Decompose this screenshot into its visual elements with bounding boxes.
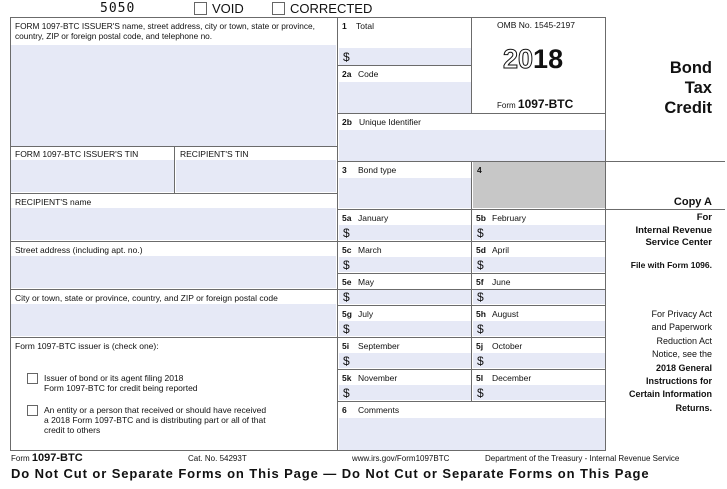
issuer-type-option1-label: Issuer of bond or its agent filing 2018 Form 1097-BTC for credit being reported	[44, 373, 198, 393]
issuer-type-label: Form 1097-BTC issuer is (check one):	[15, 341, 159, 351]
box5e-field[interactable]	[339, 289, 471, 304]
issuer-label: FORM 1097-BTC ISSUER'S name, street address, city or town, state or province, country, ZIP or foreign postal code, and telephone no.	[15, 21, 315, 41]
divider-col-mid-lower	[471, 161, 472, 402]
box3-label: Bond type	[358, 165, 397, 175]
divider-col-left	[337, 17, 338, 451]
box5k-number: 5k	[342, 373, 352, 383]
box5a-dollar-sign: $	[343, 226, 350, 240]
box5b-label: February	[492, 213, 527, 223]
corrected-label: CORRECTED	[290, 1, 373, 16]
box5b-number: 5b	[476, 213, 486, 223]
box5b-field[interactable]	[473, 225, 605, 240]
box5l-field[interactable]	[473, 385, 605, 400]
box2b-label: Unique Identifier	[359, 117, 421, 127]
box5d-label: April	[492, 245, 510, 255]
issuer-type-option2-checkbox[interactable]	[27, 405, 38, 416]
box5l-number: 5l	[476, 373, 484, 383]
issuer-type-option2-label: An entity or a person that received or should have received a 2018 Form 1097-BTC and is distributing part or all of that credit to others	[44, 405, 267, 435]
hline-box2a	[337, 113, 606, 114]
issuer-type-option1-checkbox[interactable]	[27, 373, 38, 384]
box5j-number: 5j	[476, 341, 484, 351]
outer-top	[10, 17, 606, 18]
footer-department: Department of the Treasury - Internal Revenue Service	[485, 454, 680, 463]
form-title: Bond Tax Credit	[664, 59, 712, 117]
street-label: Street address (including apt. no.)	[15, 245, 143, 255]
box5k-dollar-sign: $	[343, 386, 350, 400]
header-form-name: Form 1097-BTC	[497, 97, 574, 111]
box3-field[interactable]	[339, 178, 471, 208]
box6-number: 6	[342, 405, 347, 415]
box5l-label: December	[492, 373, 532, 383]
box5j-field[interactable]	[473, 353, 605, 368]
box2a-number: 2a	[342, 69, 352, 79]
outer-bottom	[10, 450, 606, 451]
footer-url[interactable]: www.irs.gov/Form1097BTC	[352, 454, 450, 463]
hline-box6	[337, 401, 606, 402]
box5f-field[interactable]	[473, 289, 605, 304]
privacy-note: For Privacy Act and Paperwork Reduction Act Notice, see the 2018 General Instructions for Certain Information Returns.	[628, 309, 712, 413]
footer-form-name: Form 1097-BTC	[11, 452, 83, 464]
box5f-label: June	[492, 277, 511, 287]
outer-left	[10, 17, 11, 451]
box4-shaded	[473, 162, 605, 208]
issuer-tin-label: FORM 1097-BTC ISSUER'S TIN	[15, 149, 139, 159]
divider-tin	[174, 146, 175, 193]
hline-left-issuer	[10, 146, 338, 147]
box2b-number: 2b	[342, 117, 352, 127]
box5g-dollar-sign: $	[343, 322, 350, 336]
box5e-label: May	[358, 277, 375, 287]
box5c-label: March	[358, 245, 382, 255]
box5h-field[interactable]	[473, 321, 605, 336]
tax-year-outline: 20	[503, 44, 534, 74]
box2a-label: Code	[358, 69, 379, 79]
hline-box3	[337, 209, 725, 210]
box1-label: Total	[356, 21, 374, 31]
box6-field[interactable]	[339, 418, 605, 450]
box5j-label: October	[492, 341, 523, 351]
box5f-dollar-sign: $	[477, 290, 484, 304]
box5g-number: 5g	[342, 309, 352, 319]
hline-tin	[10, 193, 338, 194]
box6-label: Comments	[358, 405, 400, 415]
void-label: VOID	[212, 1, 244, 16]
city-label: City or town, state or province, country, and ZIP or foreign postal code	[15, 293, 278, 303]
box5j-dollar-sign: $	[477, 354, 484, 368]
box5b-dollar-sign: $	[477, 226, 484, 240]
box4-number: 4	[477, 165, 482, 175]
box5e-number: 5e	[342, 277, 352, 287]
hline-months-row-2	[337, 273, 606, 274]
box2b-field[interactable]	[339, 130, 605, 161]
omb-number: OMB No. 1545-2197	[497, 20, 575, 30]
box5g-field[interactable]	[339, 321, 471, 336]
box1-dollar-sign: $	[343, 50, 350, 64]
box5h-number: 5h	[476, 309, 486, 319]
footer-cat-number: Cat. No. 54293T	[188, 454, 247, 463]
box5h-label: August	[492, 309, 519, 319]
box5c-field[interactable]	[339, 257, 471, 272]
city-field[interactable]	[11, 304, 336, 336]
box5d-dollar-sign: $	[477, 258, 484, 272]
hline-city	[10, 337, 606, 338]
recipient-name-field[interactable]	[11, 208, 336, 240]
copy-designation: Copy A	[673, 196, 712, 208]
recipient-name-label: RECIPIENT'S name	[15, 197, 92, 207]
form-code: 5050	[100, 1, 136, 16]
box5i-dollar-sign: $	[343, 354, 350, 368]
hline-box1	[337, 65, 472, 66]
box5f-number: 5f	[476, 277, 484, 287]
box5a-label: January	[358, 213, 389, 223]
box5i-field[interactable]	[339, 353, 471, 368]
hline-months-row-3	[337, 305, 606, 306]
hline-box2b	[337, 161, 725, 162]
box5a-field[interactable]	[339, 225, 471, 240]
box5d-number: 5d	[476, 245, 486, 255]
corrected-checkbox[interactable]	[272, 2, 285, 15]
box1-number: 1	[342, 21, 347, 31]
issuer-field[interactable]	[11, 45, 336, 146]
void-checkbox[interactable]	[194, 2, 207, 15]
issuer-tin-field[interactable]	[11, 160, 174, 192]
box5k-field[interactable]	[339, 385, 471, 400]
box5i-label: September	[358, 341, 400, 351]
copy-recipient: For Internal Revenue Service Center	[635, 212, 712, 248]
file-with-note: File with Form 1096.	[630, 260, 712, 270]
hline-street	[10, 289, 606, 290]
street-field[interactable]	[11, 256, 336, 288]
do-not-cut-warning: Do Not Cut or Separate Forms on This Page — Do Not Cut or Separate Forms on This Page	[11, 466, 650, 481]
box2a-field[interactable]	[339, 82, 471, 113]
recipient-tin-label: RECIPIENT'S TIN	[180, 149, 249, 159]
hline-recipient	[10, 241, 606, 242]
box5e-dollar-sign: $	[343, 290, 350, 304]
box5k-label: November	[358, 373, 398, 383]
box1-field[interactable]	[339, 48, 471, 65]
box3-number: 3	[342, 165, 347, 175]
box5c-number: 5c	[342, 245, 352, 255]
box5d-field[interactable]	[473, 257, 605, 272]
recipient-tin-field[interactable]	[176, 160, 336, 192]
box5i-number: 5i	[342, 341, 350, 351]
tax-year	[503, 44, 563, 74]
box5c-dollar-sign: $	[343, 258, 350, 272]
box5a-number: 5a	[342, 213, 352, 223]
tax-year-bold: 18	[533, 44, 564, 74]
box5g-label: July	[358, 309, 374, 319]
box5l-dollar-sign: $	[477, 386, 484, 400]
hline-months-row-5	[337, 369, 606, 370]
box5h-dollar-sign: $	[477, 322, 484, 336]
